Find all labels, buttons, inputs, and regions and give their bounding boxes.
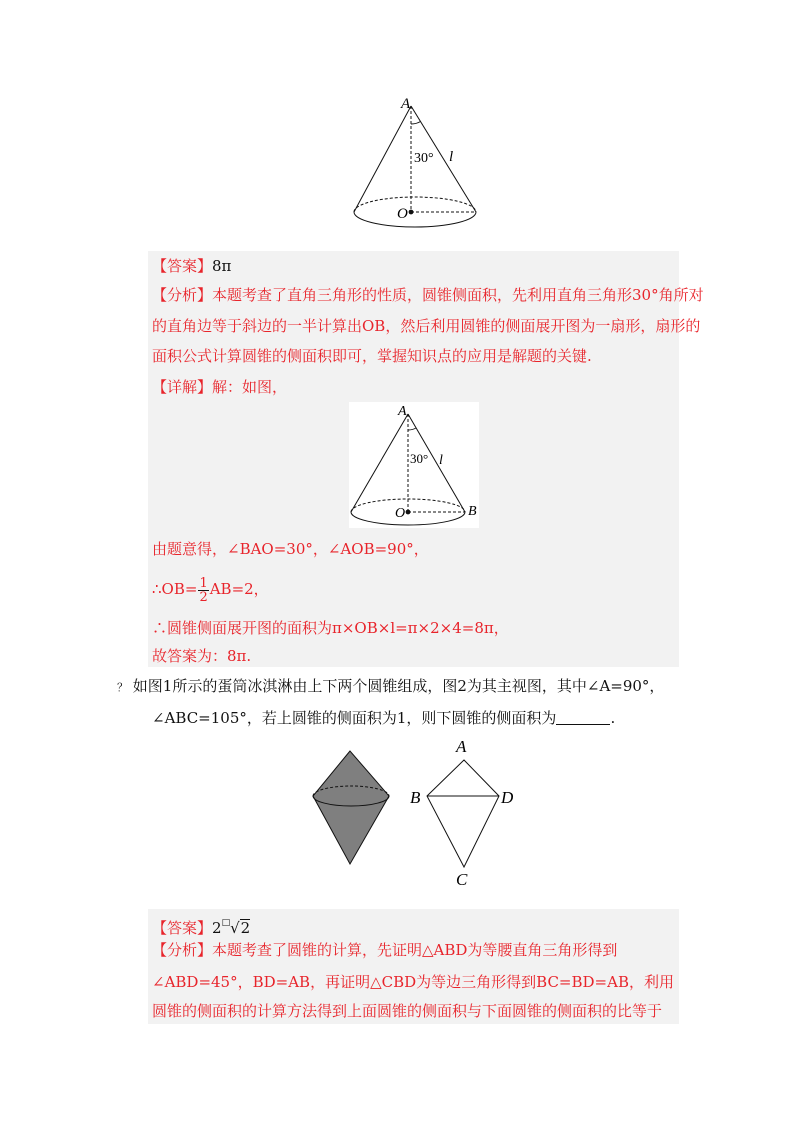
fraction-numerator: 1 <box>199 575 208 591</box>
question-2-text-1: 如图1所示的蛋筒冰淇淋由上下两个圆锥组成，图2为其主视图，其中∠A=90°， <box>132 677 665 695</box>
answer-value: 8π <box>212 257 232 275</box>
cone1-label-l: l <box>449 149 454 165</box>
analysis-1-line-1 <box>152 285 704 305</box>
front-view-label-c: C <box>456 870 468 889</box>
cone2-center-dot <box>406 510 411 515</box>
step2-prefix: ∴OB= <box>152 580 198 598</box>
cone1-center-dot <box>409 210 414 215</box>
analysis-2-tag: 【分析】 <box>152 941 213 959</box>
cone-figure-2 <box>349 402 489 528</box>
front-view-label-d: D <box>501 788 514 807</box>
step-2 <box>152 572 269 606</box>
double-cone-shape <box>313 751 389 864</box>
question-2-text-2: ∠ABC=105°，若上圆锥的侧面积为1，则下圆锥的侧面积为 <box>152 709 557 727</box>
step2-suffix: AB=2， <box>209 580 269 598</box>
cone1-left-edge <box>354 106 411 212</box>
front-view-label-a: A <box>456 737 467 756</box>
front-view-label-b: B <box>410 788 421 807</box>
question-2-end: . <box>610 709 616 727</box>
answer-2-tag: 【答案】 <box>152 919 213 937</box>
analysis-1-line-2: 的直角边等于斜边的一半计算出OB，然后利用圆锥的侧面展开图为一扇形，扇形的 <box>152 317 701 335</box>
question-number-marker: ？ <box>117 681 128 694</box>
cone2-label-b: B <box>468 504 477 519</box>
analysis-text: 本题考查了直角三角形的性质，圆锥侧面积，先利用直角三角形30°角所对 <box>212 286 704 304</box>
analysis-tag: 【分析】 <box>152 286 213 304</box>
question-2-line-2 <box>152 708 615 728</box>
one-half-fraction <box>198 577 208 604</box>
cone2-left-edge <box>351 414 408 512</box>
cone-figure-1 <box>345 90 485 240</box>
analysis-2-line-2: ∠ABD=45°，BD=AB，再证明△CBD为等边三角形得到BC=BD=AB，利用 <box>152 973 674 991</box>
answer-2-radicand: 2 <box>240 919 251 937</box>
cone2-angle-arc <box>408 428 416 430</box>
step-3: ∴圆锥侧面展开图的面积为π×OB×l=π×2×4=8π， <box>152 619 509 637</box>
answer-2-root-index: □ <box>221 918 231 928</box>
answer-tag: 【答案】 <box>152 257 213 275</box>
detail-1 <box>152 377 287 397</box>
analysis-2-line-1 <box>152 940 617 960</box>
cone1-label-o: O <box>397 206 408 222</box>
kite-outline <box>427 760 499 867</box>
ice-cream-cone-figure <box>305 748 405 870</box>
detail-intro: 解：如图， <box>212 378 288 396</box>
answer-2: 【答案】2□√2 <box>152 918 251 937</box>
cone2-label-o: O <box>395 506 406 521</box>
analysis-1-line-3: 面积公式计算圆锥的侧面积即可，掌握知识点的应用是解题的关键. <box>152 347 592 365</box>
cone1-base-back <box>354 197 476 212</box>
cone2-label-a: A <box>398 404 407 419</box>
question-2-line-1 <box>117 676 664 698</box>
front-view-figure <box>402 732 532 892</box>
analysis-2-line-3: 圆锥的侧面积的计算方法得到上面圆锥的侧面积与下面圆锥的侧面积的比等于 <box>152 1002 663 1020</box>
step-4: 故答案为：8π. <box>152 647 252 665</box>
answer-1 <box>152 256 231 276</box>
cone2-label-l: l <box>439 453 443 468</box>
analysis-2-text-1: 本题考查了圆锥的计算，先证明△ABD为等腰直角三角形得到 <box>212 941 618 959</box>
answer-2-coefficient: 2 <box>212 919 222 937</box>
cone1-angle-arc <box>411 122 421 125</box>
fraction-denominator: 2 <box>199 589 208 605</box>
cone1-label-a: A <box>401 96 411 112</box>
answer-blank <box>556 710 610 725</box>
cone1-base-front <box>354 212 476 227</box>
step-1: 由题意得，∠BAO=30°，∠AOB=90°， <box>152 540 429 558</box>
cone1-label-angle: 30° <box>414 151 434 166</box>
detail-tag: 【详解】 <box>152 378 213 396</box>
cone2-label-angle: 30° <box>410 451 429 466</box>
